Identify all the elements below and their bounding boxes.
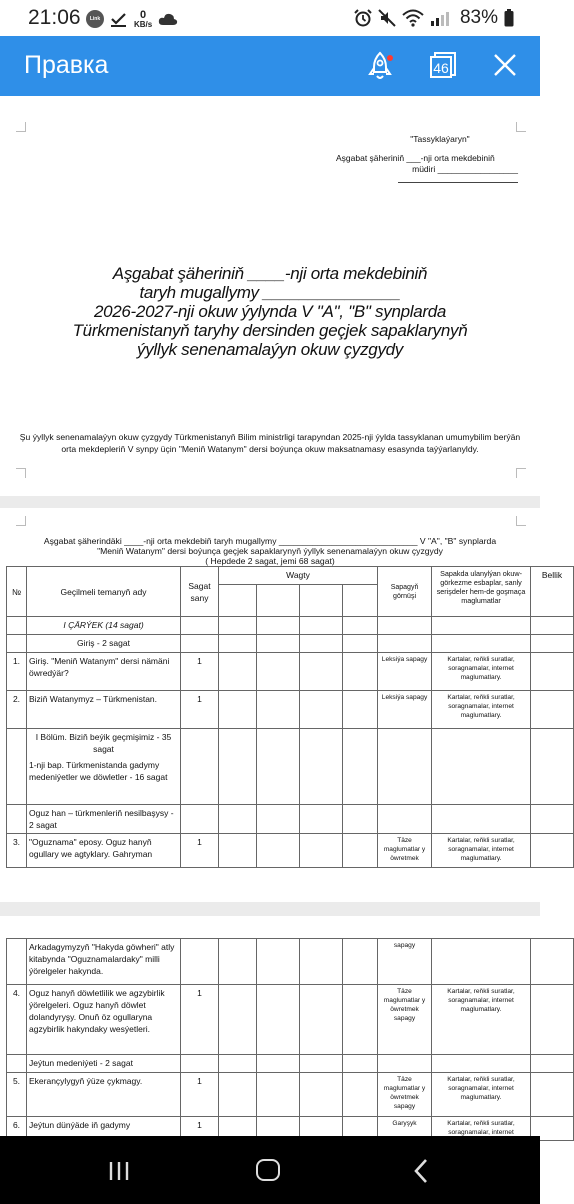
table-cell (432, 939, 531, 985)
system-nav-bar (0, 1136, 540, 1204)
signal-icon (430, 9, 454, 27)
table-cell (343, 729, 378, 805)
row-num: 2. (7, 691, 27, 729)
status-right-icons (354, 7, 514, 29)
table-cell (531, 939, 574, 985)
row-lesson-type: Leksiýa sapagy (378, 653, 432, 691)
table-cell (343, 985, 378, 1055)
pages-button[interactable] (428, 50, 458, 85)
chapter-title: 1-nji bap. Türkmenistanda gadymy medeniýetler we döwletler - 16 sagat (29, 760, 168, 782)
table-cell (300, 635, 343, 653)
time-cell (300, 585, 343, 617)
plan-heading-line: Aşgabat şäherindäki ____-nji orta mekdebiň taryh mugallymy _____________________________ V "A", "B" synplarda (43, 536, 497, 546)
intro-paragraph: Şu ýyllyk senenamalaýyn okuw çyzgydy Türkmenistanyň Bilim ministrligi tarapyndan 2025-nji ýylda tassyklanan umumybilim berýän orta mekdepleriň V synpy üçin "Meniň Watanym" dersi boýunça okuw maksatnamasy esasynda taýýarlanyldy. (19, 432, 521, 454)
table-cell (300, 691, 343, 729)
table-row (7, 1055, 574, 1073)
row-materials: Kartalar, reňkli suratlar, soragnamalar, internet maglumatlary. (432, 834, 531, 868)
table-cell (531, 985, 574, 1055)
table-cell (257, 1073, 300, 1117)
table-row (7, 1073, 574, 1117)
table-cell (343, 1055, 378, 1073)
header-num: № (7, 567, 27, 617)
mute-icon (378, 9, 396, 27)
table-cell (257, 617, 300, 635)
row-topic: Giriş. "Meniň Watanym" dersi nämäni öwredýär? (27, 653, 181, 691)
quarter-label: I ÇÄRÝEK (14 sagat) (27, 617, 181, 635)
table-cell (343, 1073, 378, 1117)
header-materials: Sapakda ulanylýan okuw-görkezme esbaplar, sanly serişdeler hem-de goşmaça maglumatlar (432, 567, 531, 617)
table-cell (7, 1055, 27, 1073)
table-cell (343, 635, 378, 653)
title-line: 2026-2027-nji okuw ýylynda V "A", "B" synplarda (93, 302, 447, 321)
table-cell (219, 691, 257, 729)
table-cell (181, 617, 219, 635)
table-cell (219, 1073, 257, 1117)
table-header-row (7, 567, 574, 585)
table-cell (378, 635, 432, 653)
table-cell (531, 635, 574, 653)
table-row (7, 617, 574, 635)
approval-director: müdiri _________________ (412, 164, 518, 174)
row-materials: Kartalar, reňkli suratlar, soragnamalar, internet maglumatlary. (432, 691, 531, 729)
battery-percent: 83% (459, 7, 498, 28)
status-left-icons (86, 9, 178, 29)
table-cell (219, 985, 257, 1055)
table-cell (300, 653, 343, 691)
table-cell (378, 729, 432, 805)
row-materials: Kartalar, reňkli suratlar, soragnamalar, internet maglumatlary. (432, 985, 531, 1055)
page-corner-mark (16, 468, 26, 478)
document-title (60, 264, 480, 359)
approval-title: "Tassyklaýaryn" (410, 134, 470, 144)
alarm-icon (354, 9, 372, 27)
row-hours: 1 (181, 834, 219, 868)
back-button[interactable] (412, 1158, 430, 1189)
row-topic: "Oguznama" eposy. Oguz hanyň ogullary we agtyklary. Gahryman (27, 834, 181, 868)
table-cell (257, 729, 300, 805)
table-row (7, 635, 574, 653)
table-cell (432, 805, 531, 834)
row-hours: 1 (181, 691, 219, 729)
table-cell (257, 691, 300, 729)
page-corner-mark (16, 122, 26, 132)
row-lesson-type: Täze maglumatlar y öwretmek sapagy (378, 1073, 432, 1117)
table-cell (181, 939, 219, 985)
plan-heading-line: "Meniň Watanym" dersi boýunça geçjek sapaklarynyň ýyllyk senenamalaýyn okuw çyzgydy (97, 546, 443, 556)
table-cell (531, 805, 574, 834)
data-rate (134, 10, 152, 29)
time-cell (343, 585, 378, 617)
table-cell (343, 617, 378, 635)
table-cell (378, 617, 432, 635)
table-cell (219, 834, 257, 868)
table-cell (7, 617, 27, 635)
section-intro: Giriş - 2 sagat (27, 635, 181, 653)
row-materials: Kartalar, reňkli suratlar, soragnamalar, internet (432, 1117, 531, 1141)
section-title: I Bölüm. Biziň beýik geçmişimiz - 35 sagat (35, 732, 172, 754)
status-bar (0, 0, 540, 36)
header-topic: Geçilmeli temanyň ady (27, 567, 181, 617)
table-cell (7, 805, 27, 834)
data-rate-value: 0 (140, 8, 147, 21)
row-num: 5. (7, 1073, 27, 1117)
battery-icon (504, 9, 514, 27)
page-corner-mark (516, 468, 526, 478)
table-cell (300, 985, 343, 1055)
row-hours: 1 (181, 1073, 219, 1117)
table-cell (343, 834, 378, 868)
plan-table-continued (6, 938, 574, 1141)
link-icon: Link (86, 10, 104, 28)
table-row (7, 653, 574, 691)
row-hours: 1 (181, 1117, 219, 1141)
table-cell (219, 939, 257, 985)
header-time: Wagty (219, 567, 378, 585)
page-corner-mark (516, 516, 526, 526)
table-cell (300, 1055, 343, 1073)
plan-heading (0, 536, 540, 566)
table-cell (531, 1073, 574, 1117)
app-bar (0, 36, 540, 96)
section-jeytun: Jeýtun medeniýeti - 2 sagat (27, 1055, 181, 1073)
table-cell (257, 834, 300, 868)
title-line: Türkmenistanyň taryhy dersinden geçjek sapaklarynyň (72, 321, 468, 340)
document-page-2 (0, 508, 563, 902)
table-cell (531, 617, 574, 635)
row-hours: 1 (181, 985, 219, 1055)
table-cell (257, 653, 300, 691)
table-cell (219, 617, 257, 635)
table-cell (257, 1055, 300, 1073)
download-check-icon (110, 11, 128, 27)
document-viewer[interactable] (0, 96, 563, 1136)
table-cell (300, 939, 343, 985)
status-time: 21:06 (28, 6, 81, 29)
table-cell (531, 1055, 574, 1073)
time-cell (257, 585, 300, 617)
document-page-3 (0, 916, 540, 1136)
recents-button[interactable] (108, 1160, 130, 1187)
table-cell (257, 635, 300, 653)
section-block (27, 729, 181, 805)
table-row (7, 805, 574, 834)
table-cell (432, 729, 531, 805)
table-cell (181, 729, 219, 805)
row-materials: Kartalar, reňkli suratlar, soragnamalar, internet maglumatlary. (432, 653, 531, 691)
header-hours: Sagat sany (181, 567, 219, 617)
table-cell (432, 635, 531, 653)
table-cell (432, 617, 531, 635)
rocket-icon[interactable] (366, 50, 398, 87)
close-button[interactable] (490, 50, 520, 85)
data-rate-unit: KB/s (134, 19, 153, 29)
row-topic: Oguz hanyň döwletlilik we agzybirlik ýörelgeleri. Oguz hanyň döwlet dolandyryşy. Onuň öz ogullaryna agzybirlik hakyndaky wesýetleri. (27, 985, 181, 1055)
row-num: 1. (7, 653, 27, 691)
table-cell (300, 729, 343, 805)
table-cell (300, 805, 343, 834)
approval-school: Aşgabat şäheriniň ___-nji orta mekdebiniň (336, 153, 495, 163)
page-count: 46 (433, 60, 449, 76)
table-cell (343, 805, 378, 834)
row-lesson-type: Täze maglumatlar y öwretmek (378, 834, 432, 868)
plan-table (6, 566, 574, 868)
time-cell (219, 585, 257, 617)
row-num: 4. (7, 985, 27, 1055)
table-cell (257, 985, 300, 1055)
table-cell (343, 939, 378, 985)
table-cell (257, 939, 300, 985)
app-title: Правка (24, 51, 109, 79)
table-cell (300, 1073, 343, 1117)
table-cell (300, 617, 343, 635)
page-corner-mark (16, 516, 26, 526)
row-num: 6. (7, 1117, 27, 1141)
table-cell (7, 635, 27, 653)
row-topic: Biziň Watanymyz – Türkmenistan. (27, 691, 181, 729)
table-row (7, 729, 574, 805)
document-page-1 (0, 96, 540, 496)
table-cell (378, 805, 432, 834)
table-cell (219, 635, 257, 653)
table-row (7, 985, 574, 1055)
row-lesson-type: Garyşyk (378, 1117, 432, 1141)
wifi-icon (402, 9, 424, 27)
table-cell (257, 805, 300, 834)
row-topic: Arkadagymyzyň "Hakyda göwheri" atly kitabynda "Oguznamalardaky" milli ýörelgeler hakynda. (27, 939, 181, 985)
home-button[interactable] (256, 1159, 280, 1181)
row-topic: Ekerançylygyň ýüze çykmagy. (27, 1073, 181, 1117)
table-cell (181, 635, 219, 653)
table-cell (531, 834, 574, 868)
row-num: 3. (7, 834, 27, 868)
header-lesson-type: Sapagyň görnüşi (378, 567, 432, 617)
row-lesson-type: Leksiýa sapagy (378, 691, 432, 729)
title-line: Aşgabat şäheriniň ____-nji orta mekdebiniň (112, 264, 428, 283)
table-cell (531, 691, 574, 729)
table-cell (219, 805, 257, 834)
table-cell (343, 691, 378, 729)
table-row (7, 939, 574, 985)
cloud-icon (158, 12, 178, 26)
table-cell (343, 653, 378, 691)
table-cell (219, 729, 257, 805)
table-cell (300, 834, 343, 868)
table-cell (7, 939, 27, 985)
table-cell (181, 1055, 219, 1073)
table-row (7, 691, 574, 729)
table-cell (219, 653, 257, 691)
page-corner-mark (516, 122, 526, 132)
header-notes: Bellik (531, 567, 574, 617)
table-cell (181, 805, 219, 834)
title-line: taryh mugallymy _______________ (139, 283, 401, 302)
signature-line (398, 182, 518, 183)
row-lesson-type: sapagy (378, 939, 432, 985)
table-cell (531, 729, 574, 805)
plan-heading-line: ( Hepdede 2 sagat, jemi 68 sagat) (205, 556, 335, 566)
table-cell (219, 1055, 257, 1073)
row-materials: Kartalar, reňkli suratlar, soragnamalar, internet maglumatlary. (432, 1073, 531, 1117)
section-oguz: Oguz han – türkmenleriň nesilbaşysy - 2 sagat (27, 805, 181, 834)
row-topic: Jeýtun dünýäde iň gadymy (27, 1117, 181, 1141)
table-row (7, 834, 574, 868)
row-hours: 1 (181, 653, 219, 691)
table-cell (7, 729, 27, 805)
row-lesson-type: Täze maglumatlar y öwretmek sapagy (378, 985, 432, 1055)
table-cell (432, 1055, 531, 1073)
table-cell (378, 1055, 432, 1073)
table-cell (531, 653, 574, 691)
title-line: ýyllyk senenamalaýyn okuw çyzgydy (137, 340, 403, 359)
